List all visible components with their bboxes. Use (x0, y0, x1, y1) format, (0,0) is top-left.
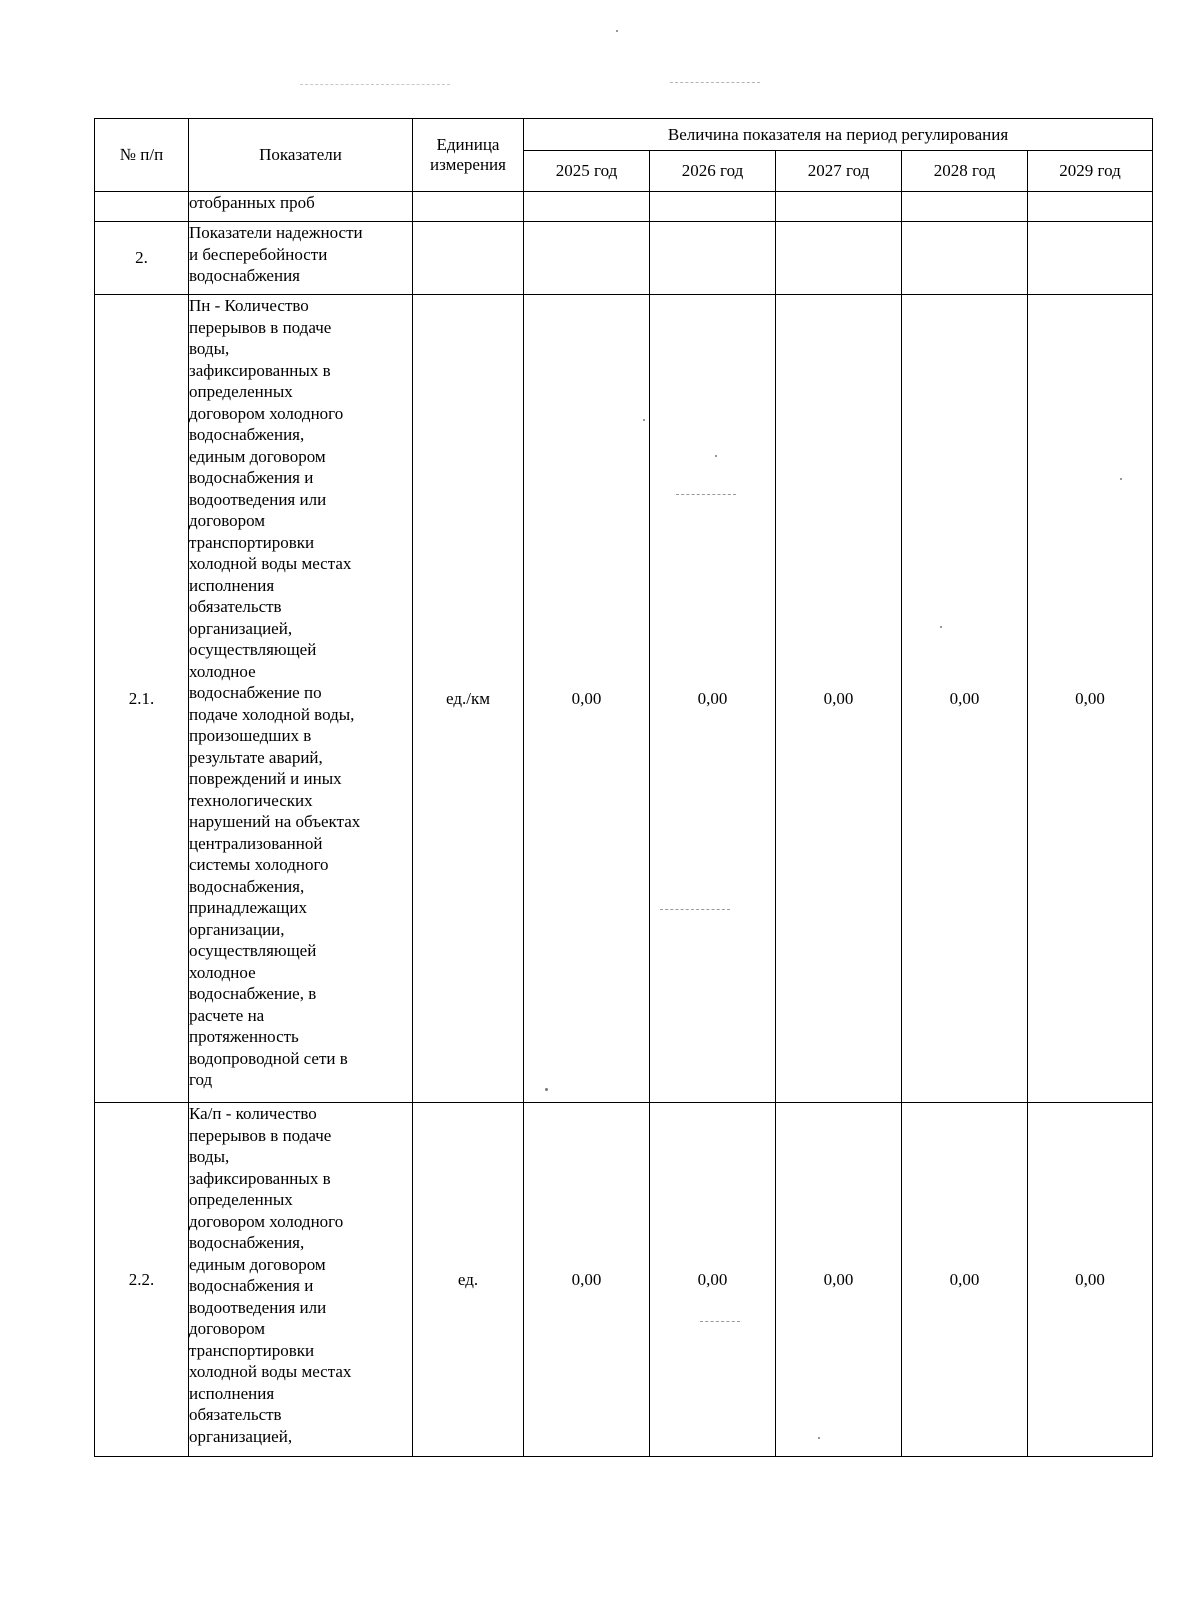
row-indicator (189, 192, 413, 222)
row-value: 0,00 (902, 1103, 1028, 1457)
header-year: 2025 год (524, 151, 650, 192)
scan-artifact (670, 82, 760, 84)
row-indicator (189, 1103, 413, 1457)
header-year: 2026 год (650, 151, 776, 192)
table-row (95, 192, 1153, 222)
table-row (95, 1103, 1153, 1457)
header-period: Величина показателя на период регулирования (524, 119, 1153, 151)
header-name: Показатели (189, 119, 413, 192)
row-value (776, 192, 902, 222)
row-number: 2. (95, 222, 189, 295)
row-value: 0,00 (650, 295, 776, 1103)
row-unit (413, 222, 524, 295)
row-value (776, 222, 902, 295)
row-value: 0,00 (1028, 1103, 1153, 1457)
table-row (95, 222, 1153, 295)
row-value: 0,00 (524, 295, 650, 1103)
row-value (650, 222, 776, 295)
header-year: 2028 год (902, 151, 1028, 192)
row-indicator (189, 222, 413, 295)
table-row (95, 295, 1153, 1103)
row-value: 0,00 (524, 1103, 650, 1457)
indicator-text: отобранных проб (189, 193, 315, 212)
row-value (902, 222, 1028, 295)
row-value (650, 192, 776, 222)
row-value: 0,00 (776, 295, 902, 1103)
header-year: 2027 год (776, 151, 902, 192)
header-unit: Единица измерения (413, 119, 524, 192)
row-number: 2.1. (95, 295, 189, 1103)
scan-artifact (300, 84, 450, 86)
header-year: 2029 год (1028, 151, 1153, 192)
row-value: 0,00 (1028, 295, 1153, 1103)
indicator-text: Показатели надежности и бесперебойности водоснабжения (189, 223, 363, 285)
indicators-table (94, 118, 1153, 1457)
indicator-text: Ка/п - количество перерывов в подаче воды, зафиксированных в определенных договором холодного водоснабжения, единым договором водоснабжения и водоотведения или договором транспортировки холодной воды местах исполнения обязательств организацией, (189, 1104, 352, 1446)
scan-artifact (616, 30, 618, 32)
row-value (1028, 192, 1153, 222)
row-unit: ед. (413, 1103, 524, 1457)
row-value (902, 192, 1028, 222)
row-value: 0,00 (902, 295, 1028, 1103)
row-number (95, 192, 189, 222)
row-indicator (189, 295, 413, 1103)
row-value (524, 192, 650, 222)
row-value (524, 222, 650, 295)
header-row-top (95, 119, 1153, 151)
row-value (1028, 222, 1153, 295)
indicator-text: Пн - Количество перерывов в подаче воды, зафиксированных в определенных договором холодного водоснабжения, единым договором водоснабжения и водоотведения или договором транспортировки холодной воды местах исполнения обязательств организацией, осуществляющей холодное водоснабжение по подаче холодной воды, произошедших в результате аварий, повреждений и иных технологических нарушений на объектах централизованной системы холодного водоснабжения, принадлежащих организации, осуществляющей холодное водоснабжение, в расчете на протяженность водопроводной сети в год (189, 296, 361, 1089)
row-unit: ед./км (413, 295, 524, 1103)
row-value: 0,00 (776, 1103, 902, 1457)
row-number: 2.2. (95, 1103, 189, 1457)
row-value: 0,00 (650, 1103, 776, 1457)
header-num: № п/п (95, 119, 189, 192)
row-unit (413, 192, 524, 222)
